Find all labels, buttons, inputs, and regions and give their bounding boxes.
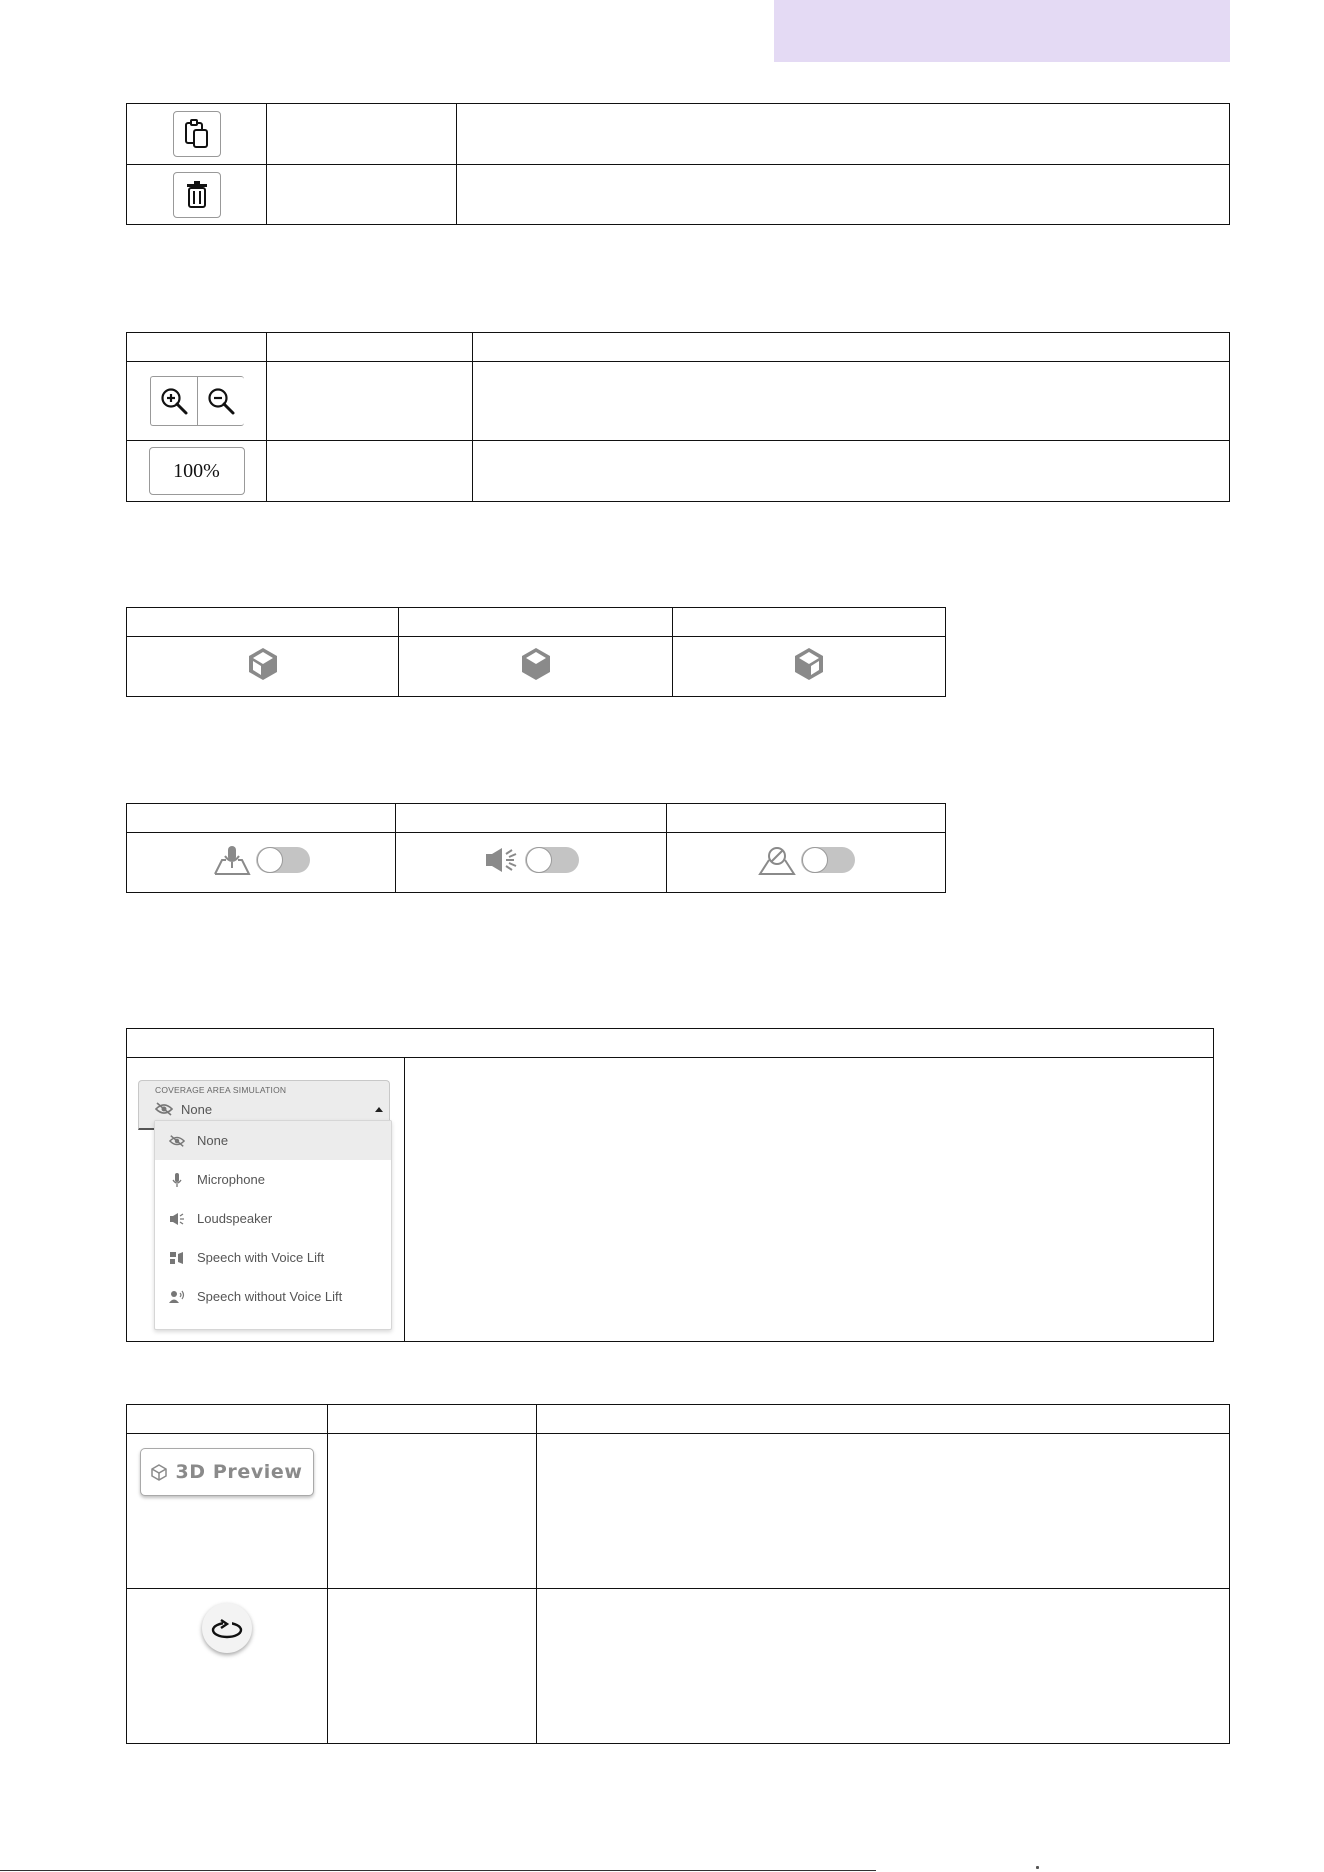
rotate-view-button[interactable] [202, 1603, 252, 1653]
zoom-in-button[interactable] [151, 377, 197, 425]
table-row [127, 104, 1230, 165]
table-cell [127, 104, 267, 165]
button-label: 3D Preview [175, 1461, 303, 1483]
table-cell [127, 165, 267, 225]
eye-off-icon [169, 1133, 185, 1149]
menu-item-label: Microphone [197, 1172, 265, 1187]
table-cell [127, 637, 399, 697]
header-cell [328, 1405, 537, 1434]
speech-voice-lift-icon [169, 1250, 185, 1266]
person-speaking-icon [169, 1289, 185, 1305]
menu-item-microphone[interactable] [155, 1160, 391, 1199]
delete-button[interactable] [173, 172, 221, 218]
table-row [127, 165, 1230, 225]
row-description [537, 1434, 1230, 1589]
trash-icon [184, 180, 210, 210]
table-header-row [127, 1405, 1230, 1434]
eye-off-icon [155, 1102, 173, 1116]
table-row [127, 1589, 1230, 1744]
cube-icon [151, 1464, 167, 1481]
caret-up-icon [375, 1107, 383, 1112]
table-row [127, 833, 946, 893]
toggle-switch[interactable] [525, 847, 579, 873]
preview-controls-table [126, 1404, 1230, 1744]
exclusion-zone-icon [757, 844, 797, 876]
coverage-simulation-menu [154, 1120, 392, 1330]
zoom-button-group [150, 376, 244, 426]
row-name [267, 165, 457, 225]
paste-button[interactable] [173, 111, 221, 157]
exclusion-zone-toggle[interactable] [757, 844, 855, 876]
header-cell [127, 1029, 1214, 1058]
header-cell [537, 1405, 1230, 1434]
row-description [457, 165, 1230, 225]
cube-icon[interactable] [519, 646, 553, 682]
microphone-area-toggle[interactable] [212, 844, 310, 876]
header-cell [127, 1405, 328, 1434]
zoom-out-button[interactable] [197, 377, 244, 425]
zoom-controls-table [126, 332, 1230, 502]
zoom-out-icon [206, 386, 236, 416]
row-name [267, 441, 473, 502]
view-cube-table [126, 607, 946, 697]
loudspeaker-icon [169, 1211, 185, 1227]
table-header-row [127, 1029, 1214, 1058]
table-cell [396, 833, 667, 893]
row-name [328, 1589, 537, 1744]
table-cell [673, 637, 946, 697]
table-cell [667, 833, 946, 893]
header-cell [127, 333, 267, 362]
row-description [473, 362, 1230, 441]
footer-divider [0, 1870, 876, 1871]
row-description [457, 104, 1230, 165]
rotate-icon [210, 1615, 244, 1641]
paste-icon [182, 118, 212, 150]
microphone-icon [169, 1172, 185, 1188]
row-description [537, 1589, 1230, 1744]
loudspeaker-icon [483, 845, 521, 875]
table-cell [127, 1589, 328, 1744]
table-cell [127, 833, 396, 893]
row-name [328, 1434, 537, 1589]
table-row [127, 1434, 1230, 1589]
toggle-switch[interactable] [801, 847, 855, 873]
toggle-switch[interactable] [256, 847, 310, 873]
row-description [405, 1058, 1214, 1342]
dropdown-value: None [181, 1102, 213, 1117]
menu-item-label: None [197, 1133, 229, 1148]
zoom-in-icon [159, 386, 189, 416]
zoom-level-display[interactable]: 100% [149, 447, 245, 495]
table-cell [127, 1434, 328, 1589]
header-cell [399, 608, 673, 637]
row-name [267, 104, 457, 165]
cube-icon[interactable] [792, 646, 826, 682]
header-cell [396, 804, 667, 833]
table-header-row [127, 804, 946, 833]
header-cell [267, 333, 473, 362]
page-header-tab [774, 0, 1230, 62]
edit-actions-table [126, 103, 1230, 225]
cube-icon[interactable] [246, 646, 280, 682]
dropdown-label: COVERAGE AREA SIMULATION [155, 1085, 287, 1095]
menu-item-loudspeaker[interactable] [155, 1199, 391, 1238]
menu-item-none[interactable] [155, 1121, 391, 1160]
header-cell [667, 804, 946, 833]
menu-item-label: Speech without Voice Lift [197, 1289, 343, 1304]
table-cell [127, 362, 267, 441]
table-row [127, 441, 1230, 502]
loudspeaker-toggle[interactable] [483, 845, 579, 875]
3d-preview-button[interactable] [140, 1448, 314, 1496]
header-cell [673, 608, 946, 637]
header-cell [473, 333, 1230, 362]
row-description [473, 441, 1230, 502]
table-cell [399, 637, 673, 697]
table-header-row [127, 333, 1230, 362]
menu-item-speech-without-voice-lift[interactable] [155, 1277, 391, 1316]
microphone-area-icon [212, 844, 252, 876]
table-cell [127, 441, 267, 502]
menu-item-label: Speech with Voice Lift [197, 1250, 325, 1265]
footer-mark [1036, 1866, 1039, 1869]
menu-item-speech-with-voice-lift[interactable] [155, 1238, 391, 1277]
header-cell [127, 608, 399, 637]
menu-item-label: Loudspeaker [197, 1211, 273, 1226]
table-row [127, 362, 1230, 441]
header-cell [127, 804, 396, 833]
row-name [267, 362, 473, 441]
table-row [127, 637, 946, 697]
visibility-toggle-table [126, 803, 946, 893]
table-header-row [127, 608, 946, 637]
